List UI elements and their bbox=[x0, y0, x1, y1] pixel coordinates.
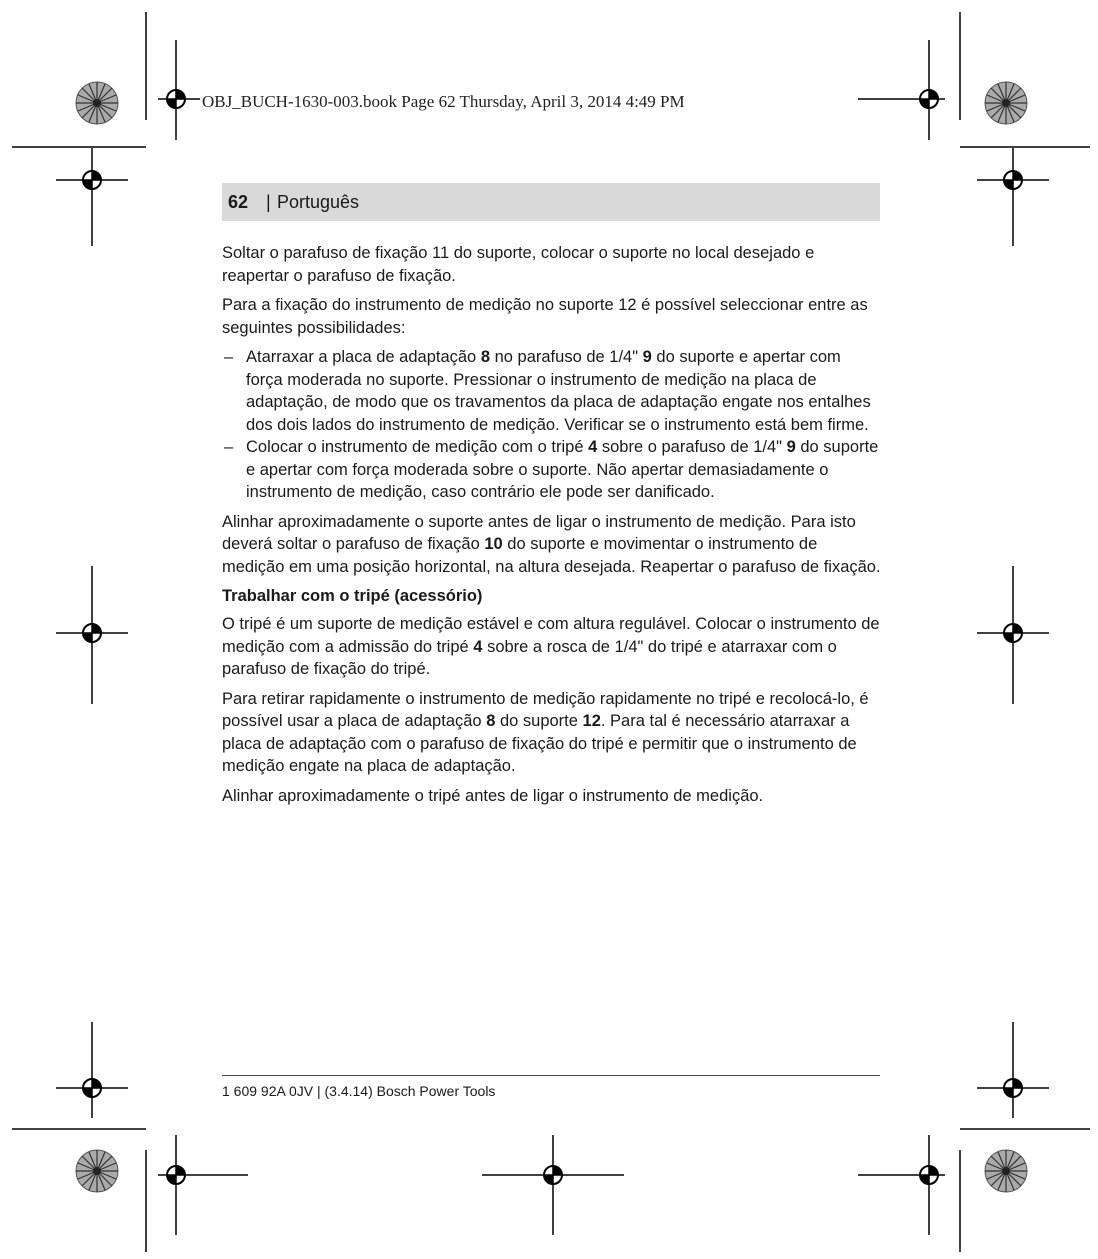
ref-number: 10 bbox=[484, 535, 503, 553]
registration-target-left-lower bbox=[83, 1079, 101, 1097]
registration-target-right-lower bbox=[1004, 1079, 1022, 1097]
ref-number: 8 bbox=[486, 712, 496, 730]
registration-star-bottom-left bbox=[76, 1150, 118, 1192]
list-item: – Atarraxar a placa de adaptação 8 no parafuso de 1/4" 9 do suporte e apertar com força moderada no suporte. Pressionar o instrumento de medição na placa de adaptação, de modo que os travamentos da placa de adaptação engate nos entalhes dos dois lados do instrumento de medição. Verificar se o instrumento está bem firme. bbox=[224, 348, 871, 434]
paragraph-4: O tripé é um suporte de medição estável e com altura regulável. Colocar o instrumento de medição com a admissão do tripé 4 sobre a rosca de 1/4" do tripé e atarraxar com o parafuso de fixação do tripé. bbox=[222, 615, 880, 678]
paragraph-1: Soltar o parafuso de fixação 11 do suporte, colocar o suporte no local desejado e reapertar o parafuso de fixação. bbox=[222, 244, 815, 285]
registration-target-bottom-left bbox=[167, 1166, 185, 1184]
header-separator: | bbox=[266, 192, 271, 212]
footer-rule bbox=[222, 1075, 880, 1076]
list-item: – Colocar o instrumento de medição com o tripé 4 sobre o parafuso de 1/4" 9 do suporte e apertar com força moderada sobre o suporte. Não apertar demasiadamente o instrumento de medição, caso contrário ele pode ser danificado. bbox=[224, 438, 879, 501]
registration-target-top-right bbox=[920, 90, 938, 108]
ref-number: 4 bbox=[588, 438, 598, 456]
ref-number: 9 bbox=[642, 348, 652, 366]
print-header: OBJ_BUCH-1630-003.book Page 62 Thursday, April 3, 2014 4:49 PM bbox=[202, 92, 685, 111]
registration-star-top-left bbox=[76, 82, 118, 124]
options-list bbox=[222, 346, 882, 504]
section-header-bar bbox=[222, 183, 880, 221]
footer-text: 1 609 92A 0JV | (3.4.14) Bosch Power Tools bbox=[222, 1083, 496, 1099]
bullet-dash: – bbox=[224, 348, 234, 366]
ref-number: 8 bbox=[480, 348, 491, 366]
paragraph-5: Para retirar rapidamente o instrumento de medição rapidamente no tripé e recolocá-lo, é possível usar a placa de adaptação 8 do suporte 12. Para tal é necessário atarraxar a placa de adaptação com o parafuso de fixação do tripé e permitir que o instrumento de medição engate na placa de adaptação. bbox=[222, 689, 869, 775]
registration-target-left-upper bbox=[83, 171, 101, 189]
paragraph-6: Alinhar aproximadamente o tripé antes de ligar o instrumento de medição. bbox=[222, 786, 764, 805]
registration-star-top-right bbox=[985, 82, 1027, 124]
registration-star-bottom-right bbox=[985, 1150, 1027, 1192]
registration-target-bottom-center bbox=[544, 1166, 562, 1184]
registration-target-bottom-right bbox=[920, 1166, 938, 1184]
ref-number: 4 bbox=[473, 637, 483, 656]
registration-target-left-middle bbox=[83, 624, 101, 642]
registration-target-right-middle bbox=[1004, 624, 1022, 642]
bullet-dash: – bbox=[224, 438, 234, 456]
page-number: 62 bbox=[228, 192, 249, 212]
registration-target-right-upper bbox=[1004, 171, 1022, 189]
section-heading: Trabalhar com o tripé (acessório) bbox=[222, 587, 483, 605]
ref-number: 9 bbox=[786, 438, 796, 456]
language-label: Português bbox=[277, 192, 360, 212]
paragraph-3: Alinhar aproximadamente o suporte antes de ligar o instrumento de medição. Para isto deverá soltar o parafuso de fixação 10 do suporte e movimentar o instrumento de medição em uma posição horizontal, na altura desejada. Reapertar o parafuso de fixação. bbox=[222, 512, 881, 576]
registration-target-top-left bbox=[167, 90, 185, 108]
page-body bbox=[222, 242, 882, 814]
paragraph-2: Para a fixação do instrumento de medição no suporte 12 é possível seleccionar entre as seguintes possibilidades: bbox=[222, 296, 868, 337]
ref-number: 12 bbox=[582, 712, 601, 730]
